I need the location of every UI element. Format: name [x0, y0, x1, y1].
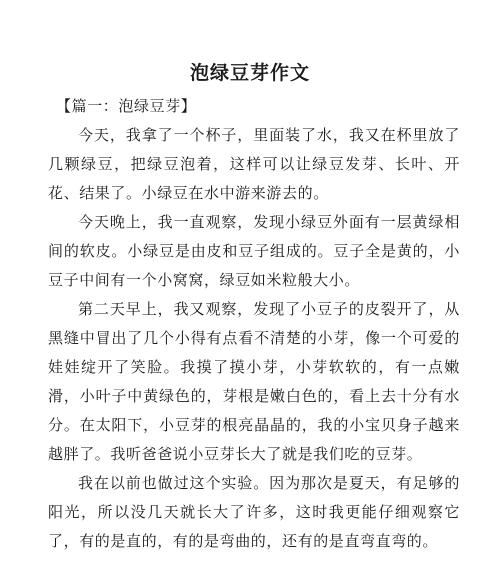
paragraph-1: 今天，我拿了一个杯子，里面装了水，我又在杯里放了几颗绿豆，把绿豆泡着，这样可以让绿豆发芽、长叶、开花、结果了。小绿豆在水中游来游去的。 — [48, 126, 460, 202]
section-heading: 【篇一：泡绿豆芽】 — [56, 97, 197, 115]
paragraph-4: 我在以前也做过这个实验。因为那次是夏天，有足够的阳光，所以没几天就长大了许多，这时我更能仔细观察它了，有的是直的，有的是弯曲的，还有的是直弯直弯的。 — [48, 474, 460, 550]
document-body — [48, 92, 460, 556]
paragraph-2: 今天晚上，我一直观察，发现小绿豆外面有一层黄绿相间的软皮。小绿豆是由皮和豆子组成的。豆子全是黄的，小豆子中间有一个小窝窝，绿豆如米粒般大小。 — [48, 213, 460, 289]
document-title: 泡绿豆芽作文 — [189, 62, 310, 84]
paragraph-3: 第二天早上，我又观察，发现了小豆子的皮裂开了，从黑缝中冒出了几个小得有点看不清楚的小芽，像一个可爱的娃娃绽开了笑脸。我摸了摸小芽，小芽软软的，有一点嫩滑，小叶子中黄绿色的，芽根是嫩白色的，看上去十分有水分。在太阳下，小豆芽的根亮晶晶的，我的小宝贝身子越来越胖了。我听爸爸说小豆芽长大了就是我们吃的豆芽。 — [48, 300, 460, 463]
